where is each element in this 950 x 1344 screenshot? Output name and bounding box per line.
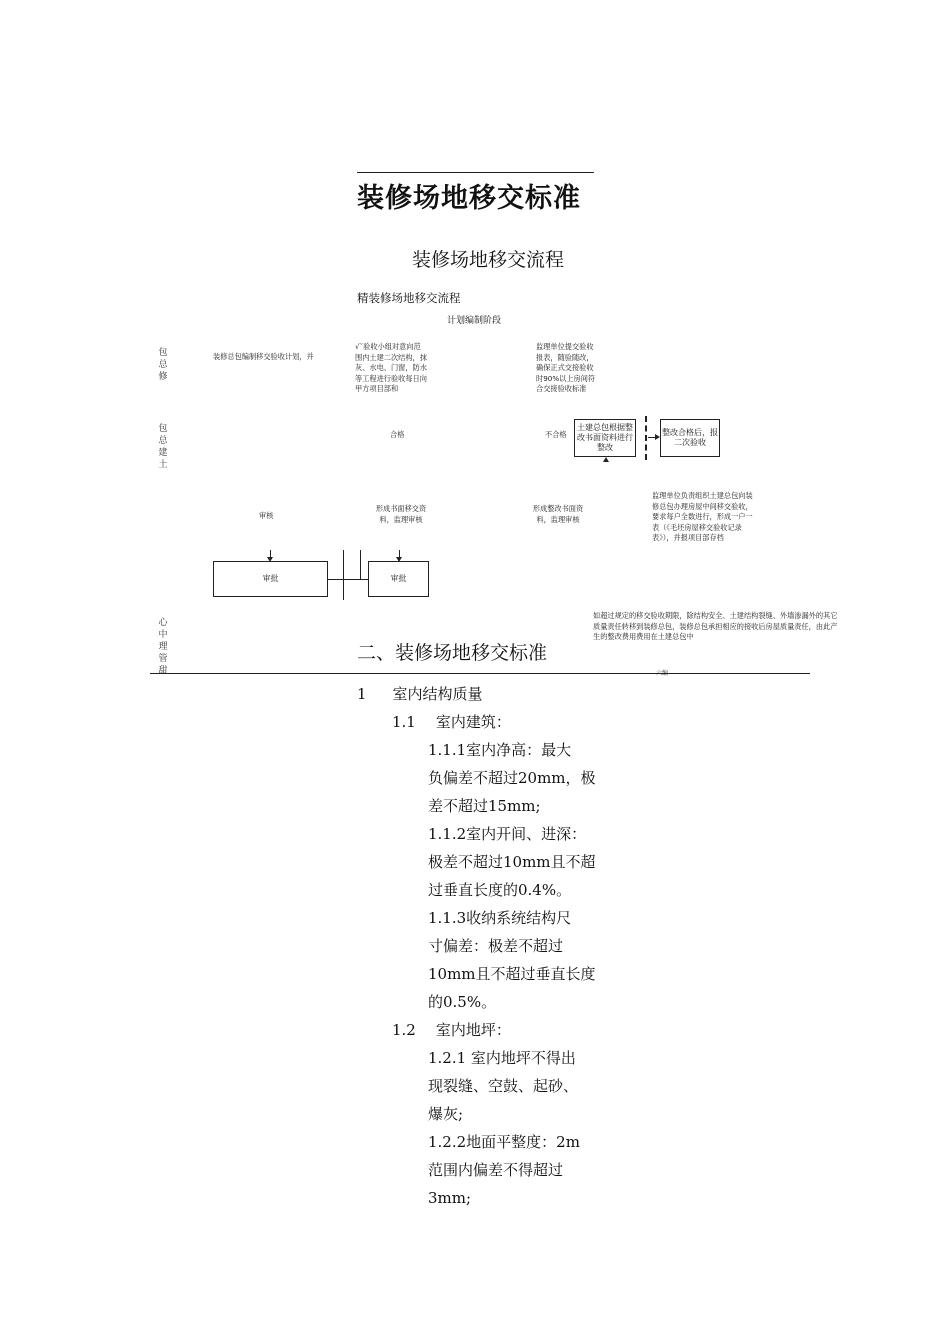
section-heading: 二、装修场地移交标准	[357, 638, 547, 665]
item-1-1-1	[428, 736, 608, 1016]
lane-label-decoration: 包总修	[158, 348, 168, 382]
text-line: 现裂缝、空鼓、起砂、	[428, 1077, 579, 1095]
flow-text-review: 审核	[259, 511, 274, 520]
flow-node-rectify	[574, 419, 636, 457]
flow-node-approve-2-label: 审批	[390, 574, 407, 583]
flow-text-tiny-mark: 六编	[656, 670, 669, 677]
item-number: 1.2	[392, 1021, 416, 1039]
flow-connector	[328, 579, 368, 580]
item-1	[357, 680, 657, 708]
flow-node-approve-1-label: 审批	[262, 574, 279, 583]
flow-text-unqualified: 不合格	[545, 430, 567, 439]
text-line: 1.1.3收纳系统结构尺	[428, 909, 572, 927]
flow-node-recheck-label: 整改合格后，报二次验收	[662, 428, 718, 447]
flow-connector	[360, 550, 361, 580]
flow-text-form-transfer: 形成书面移交资料，监理审核	[375, 504, 427, 524]
text-line: 差不超过15mm;	[428, 797, 541, 815]
flowchart-phase: 计划编制阶段	[447, 316, 502, 326]
text-line: 1.2.2地面平整度：2m	[428, 1133, 580, 1151]
flow-node-approve-2	[368, 561, 429, 597]
lane-label-management: 心中理管甜	[158, 618, 168, 676]
flow-dashed-separator	[645, 416, 647, 460]
item-label: 室内建筑：	[435, 713, 511, 731]
item-number: 1	[357, 685, 367, 703]
item-label: 室内结构质量	[392, 685, 483, 703]
text-line: 3mm;	[428, 1189, 472, 1207]
item-number: 1.1	[392, 713, 416, 731]
document-subtitle: 装修场地移交流程	[412, 249, 565, 271]
flow-connector	[343, 550, 344, 600]
text-line: 负偏差不超过20mm，极	[428, 769, 596, 787]
text-line: 10mm且不超过垂直长度	[428, 965, 596, 983]
item-1-1	[392, 708, 692, 736]
text-line: 寸偏差：极差不超过	[428, 937, 564, 955]
text-line: 1.1.2室内开间、进深：	[428, 825, 587, 843]
flowchart-title: 精装修场地移交流程	[357, 291, 461, 305]
text-line: 范围内偏差不得超过	[428, 1161, 564, 1179]
page-rule	[150, 673, 810, 674]
document-title: 装修场地移交标准	[357, 183, 581, 214]
text-line: 1.1.1室内净高：最大	[428, 741, 572, 759]
lane-label-civil: 包总建土	[158, 424, 168, 470]
text-line: 的0.5%。	[428, 993, 497, 1011]
flow-text-plan: 装修总包编制移交验收计划，并	[213, 352, 314, 361]
title-rule	[357, 172, 594, 173]
flow-text-supervisor-report: 监理单位提交验收报表，随验随改，确保正式交接验收时90%以上房间符合交接验收标准	[536, 342, 596, 393]
flow-text-supervisor-org: 监理单位负责组织土建总包向装修总包办理房屋中间移交验收，要求每户全数进行，形成一户一表（《毛坯房屋移交验收记录表》），并报项目部存档	[652, 491, 753, 542]
item-label: 室内地坪：	[435, 1021, 511, 1039]
arrow-up-icon	[603, 457, 609, 462]
flow-node-recheck	[660, 419, 720, 457]
item-1-2-1	[428, 1044, 608, 1212]
flow-text-qualified: 合格	[390, 430, 405, 439]
flow-node-approve-1	[213, 561, 328, 597]
item-1-2	[392, 1016, 692, 1044]
flow-node-rectify-label: 土建总包根据整改书面资料进行整改	[577, 423, 633, 452]
text-line: 爆灰;	[428, 1105, 464, 1123]
flow-text-overdue-note: 如超过规定的移交验收期限，除结构安全、土建结构裂缝、外墙渗漏外的其它质量责任转移到装修总包，装修总包承担相应的接收后房屋质量责任，由此产生的整改费用费用在土建总包中	[593, 611, 838, 641]
text-line: 过垂直长度的0.4%。	[428, 881, 572, 899]
text-line: 1.2.1 室内地坪不得出	[428, 1049, 576, 1067]
text-line: 极差不超过10mm且不超	[428, 853, 596, 871]
flow-text-check-group: √ˇ验收小组对意向范围内土建二次结构，抹灰、水电、门窗，防水等工程进行验收每日向甲方项目部和	[355, 342, 427, 393]
flow-text-form-rectify: 形成整改书面资料，监理审核	[532, 504, 584, 524]
